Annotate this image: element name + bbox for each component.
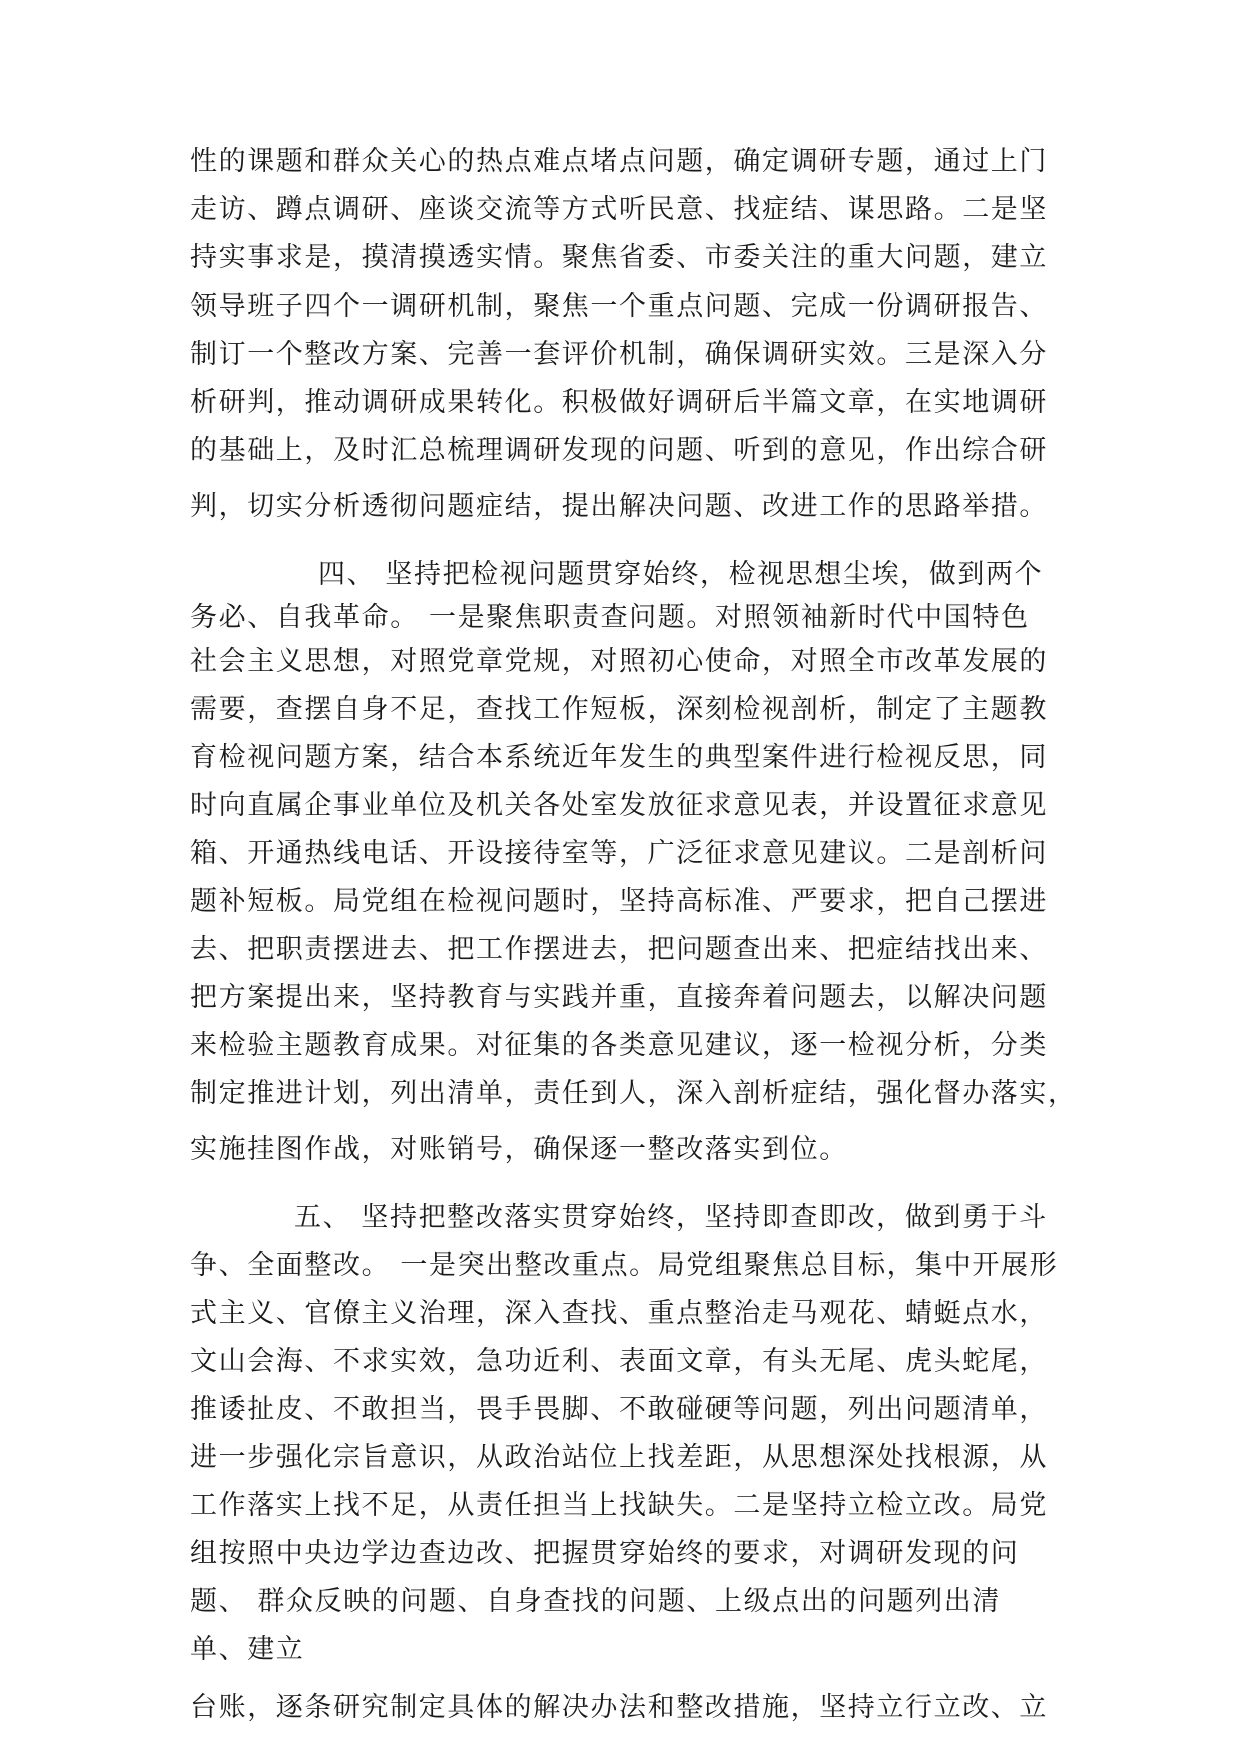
text-line: 式主义、官僚主义治理，深入查找、重点整治走马观花、蜻蜓点水，: [190, 1298, 1048, 1329]
text-line: 进一步强化宗旨意识，从政治站位上找差距，从思想深处找根源，从: [190, 1442, 1048, 1473]
text-line: 台账，逐条研究制定具体的解决办法和整改措施，坚持立行立改、立: [190, 1692, 1048, 1723]
text-line: 时向直属企事业单位及机关各处室发放征求意见表，并设置征求意见: [190, 790, 1048, 821]
text-line: 持实事求是，摸清摸透实情。聚焦省委、市委关注的重大问题，建立: [190, 242, 1048, 273]
text-line: 制定推进计划，列出清单，责任到人，深入剖析症结，强化督办落实，: [190, 1078, 1077, 1109]
text-line: 需要，查摆自身不足，查找工作短板，深刻检视剖析，制定了主题教: [190, 694, 1048, 725]
text-line: 的基础上，及时汇总梳理调研发现的问题、听到的意见，作出综合研: [190, 435, 1048, 466]
text-line: 性的课题和群众关心的热点难点堵点问题，确定调研专题，通过上门: [190, 146, 1048, 177]
text-line: 推诿扯皮、不敢担当，畏手畏脚、不敢碰硬等问题，列出问题清单，: [190, 1394, 1048, 1425]
text-line: 判，切实分析透彻问题症结，提出解决问题、改进工作的思路举措。: [190, 491, 1048, 522]
text-line: 育检视问题方案，结合本系统近年发生的典型案件进行检视反思，同: [190, 742, 1048, 773]
text-line: 题补短板。局党组在检视问题时，坚持高标准、严要求，把自己摆进: [190, 886, 1048, 917]
section-heading-5: 五、 坚持把整改落实贯穿始终，坚持即查即改，做到勇于斗: [294, 1202, 1048, 1233]
text-line: 去、把职责摆进去、把工作摆进去，把问题查出来、把症结找出来、: [190, 934, 1048, 965]
text-line: 把方案提出来，坚持教育与实践并重，直接奔着问题去，以解决问题: [190, 982, 1048, 1013]
text-line: 析研判，推动调研成果转化。积极做好调研后半篇文章，在实地调研: [190, 387, 1048, 418]
text-line: 题、 群众反映的问题、自身查找的问题、上级点出的问题列出清: [190, 1586, 1001, 1617]
text-line: 争、全面整改。 一是突出整改重点。局党组聚焦总目标，集中开展形: [190, 1250, 1059, 1281]
text-line: 务必、自我革命。 一是聚焦职责查问题。对照领袖新时代中国特色: [190, 602, 1030, 633]
text-line: 工作落实上找不足，从责任担当上找缺失。二是坚持立检立改。局党: [190, 1490, 1048, 1521]
text-line: 来检验主题教育成果。对征集的各类意见建议，逐一检视分析，分类: [190, 1030, 1048, 1061]
text-line: 领导班子四个一调研机制，聚焦一个重点问题、完成一份调研报告、: [190, 291, 1048, 322]
text-line: 走访、蹲点调研、座谈交流等方式听民意、找症结、谋思路。二是坚: [190, 194, 1048, 225]
text-line: 文山会海、不求实效，急功近利、表面文章，有头无尾、虎头蛇尾，: [190, 1346, 1048, 1377]
text-line: 箱、开通热线电话、开设接待室等，广泛征求意见建议。二是剖析问: [190, 838, 1048, 869]
text-line: 组按照中央边学边查边改、把握贯穿始终的要求，对调研发现的问: [190, 1538, 1020, 1569]
text-line: 制订一个整改方案、完善一套评价机制，确保调研实效。三是深入分: [190, 339, 1048, 370]
section-heading-4: 四、 坚持把检视问题贯穿始终，检视思想尘埃，做到两个: [318, 559, 1044, 590]
text-line: 实施挂图作战，对账销号，确保逐一整改落实到位。: [190, 1134, 848, 1165]
text-line: 社会主义思想，对照党章党规，对照初心使命，对照全市改革发展的: [190, 646, 1048, 677]
text-line: 单、建立: [190, 1634, 305, 1665]
